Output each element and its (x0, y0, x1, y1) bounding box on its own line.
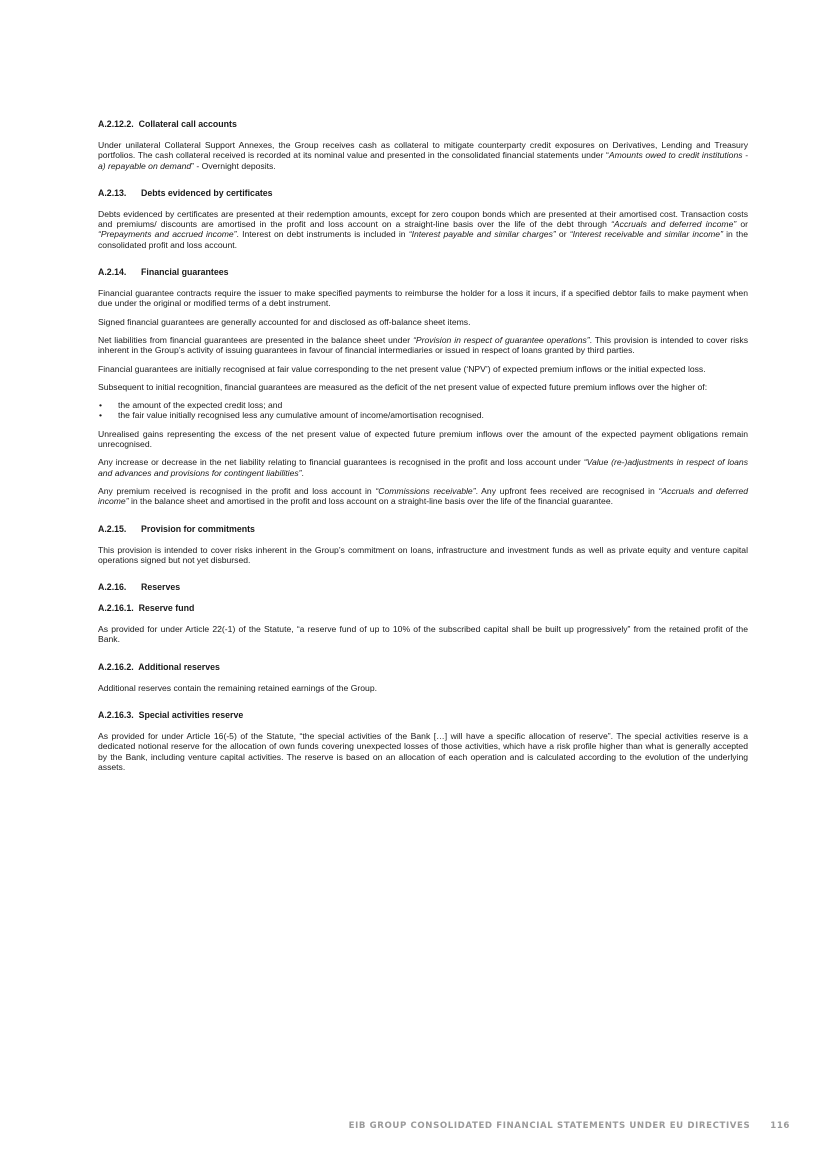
paragraph: Any increase or decrease in the net liability relating to financial guarantees is recognised in the profit and loss account under “Value (re-)adjustments in respect of loans and advances and provisions for contingent liabilities”. (98, 457, 749, 478)
paragraph: Under unilateral Collateral Support Annexes, the Group receives cash as collateral to mitigate counterparty credit exposures on Derivatives, Lending and Treasury portfolios. The cash collateral received is recorded at its nominal value and presented in the consolidated financial statements under “Amounts owed to credit institutions - a) repayable on demand” - Overnight deposits. (98, 140, 748, 171)
section-heading: A.2.16.1. Reserve fund (98, 603, 195, 614)
footer-title: EIB GROUP CONSOLIDATED FINANCIAL STATEMENTS UNDER EU DIRECTIVES (348, 1121, 751, 1131)
section-additional-reserves (98, 662, 748, 693)
section-reserve-fund (98, 603, 748, 645)
section-heading: A.2.16.3. Special activities reserve (98, 710, 244, 721)
paragraph: This provision is intended to cover risks inherent in the Group’s commitment on loans, infrastructure and investment funds as well as private equity and venture capital operations signed but not yet disbursed. (98, 544, 748, 565)
paragraph: Financial guarantees are initially recognised at fair value corresponding to the net present value (‘NPV’) of expected premium inflows or the initial expected loss. (98, 363, 706, 374)
paragraph: Debts evidenced by certificates are presented at their redemption amounts, except for zero coupon bonds which are presented at their amortised cost. Transaction costs and premiums/ discounts are amortised in the profit and loss account on a straight-line basis over the life of the debt through “Accruals and deferred income” or “Prepayments and accrued income”. Interest on debt instruments is included in “Interest payable and similar charges” or “Interest receivable and similar income” in the consolidated profit and loss account. (98, 208, 749, 250)
paragraph: Subsequent to initial recognition, financial guarantees are measured as the deficit of the net present value of expected future premium inflows over the higher of: (98, 381, 708, 392)
section-reserves (98, 582, 748, 593)
list-item: • the fair value initially recognised less any cumulative amount of income/amortisation recognised. (99, 410, 484, 421)
paragraph: As provided for under Article 16(-5) of the Statute, “the special activities of the Bank […] will have a specific allocation of reserve”. The special activities reserve is a dedicated notional reserve for the allocation of own funds covering unexpected losses of those activities, which have a risk profile higher than what is generally accepted by the Bank, including venture capital activities. The reserve is based on an allocation of each operation and is calculated according to the evolution of the underlying assets. (98, 731, 748, 772)
paragraph: Net liabilities from financial guarantees are presented in the balance sheet under “Provision in respect of guarantee operations”. This provision is intended to cover risks inherent in the Group’s activity of issuing guarantees in favour of financial intermediaries or issued in respect of loans granted by third parties. (98, 334, 748, 356)
section-heading: A.2.16.2. Additional reserves (98, 661, 220, 672)
list-item: • the amount of the expected credit loss; and (99, 400, 283, 411)
paragraph: Any premium received is recognised in the profit and loss account in “Commissions receivable”. Any upfront fees received are recognised in “Accruals and deferred income” in the balance sheet and amortised in the profit and loss account on a straight-line basis over the life of the financial guarantee. (98, 485, 749, 507)
section-collateral-call-accounts (98, 119, 748, 171)
section-provision-for-commitments (98, 524, 748, 566)
page-number: 116 (770, 1121, 790, 1131)
section-heading: A.2.14. Financial guarantees (98, 267, 229, 278)
section-heading: A.2.13. Debts evidenced by certificates (98, 187, 273, 198)
bullet-list (98, 400, 748, 421)
section-special-activities-reserve (98, 710, 748, 772)
paragraph: Unrealised gains representing the excess of the net present value of expected future premium inflows over the amount of the expected payment obligations remain unrecognised. (98, 428, 748, 450)
section-heading: A.2.15. Provision for commitments (98, 523, 255, 534)
page-footer (349, 1121, 790, 1131)
bullet-icon: • (99, 410, 103, 421)
section-financial-guarantees (98, 267, 748, 506)
section-debts-evidenced-by-certificates (98, 188, 748, 250)
bullet-icon: • (99, 400, 103, 411)
paragraph: Additional reserves contain the remaining retained earnings of the Group. (98, 682, 377, 693)
paragraph: Financial guarantee contracts require the issuer to make specified payments to reimburse the holder for a loss it incurs, if a specified debtor fails to make payment when due under the original or modified terms of a debt instrument. (98, 288, 748, 309)
paragraph: As provided for under Article 22(-1) of the Statute, “a reserve fund of up to 10% of the subscribed capital shall be built up progressively” from the retained profit of the Bank. (98, 624, 748, 645)
document-body (98, 119, 748, 772)
section-heading: A.2.16. Reserves (98, 582, 181, 593)
section-heading: A.2.12.2. Collateral call accounts (98, 119, 237, 129)
paragraph: Signed financial guarantees are generally accounted for and disclosed as off-balance sheet items. (98, 316, 471, 327)
